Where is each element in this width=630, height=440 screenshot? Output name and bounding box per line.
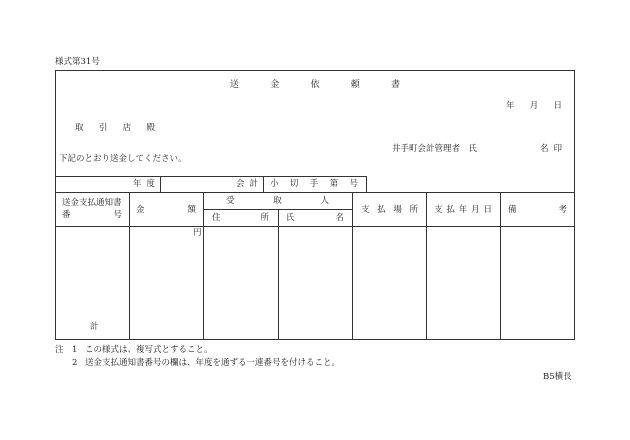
title-char: 書 (390, 80, 400, 90)
yen-unit: 円 (193, 228, 202, 238)
table-header-bottom-line (55, 226, 575, 227)
fiscal-year-label: 年 度 (133, 179, 155, 189)
meta-divider (263, 176, 264, 192)
manager-name-seal (540, 145, 562, 154)
header-remarks: 備 考 (508, 205, 567, 215)
meta-row-right-edge (366, 176, 367, 192)
header-notice-number-line1: 送金支払通知書 (62, 198, 122, 208)
column-divider (352, 192, 353, 340)
column-divider (129, 192, 130, 340)
meta-divider (160, 176, 161, 192)
recipient-label: 取 引 店 殿 (75, 123, 155, 133)
table-top-line (55, 192, 575, 193)
seal-label: 印 (553, 144, 562, 154)
total-label: 計 (90, 322, 99, 332)
year-label: 年 (506, 101, 515, 111)
form-title (230, 81, 400, 90)
header-name: 氏 名 (286, 213, 344, 223)
note-item-number: 2 (72, 358, 78, 368)
column-divider (278, 209, 279, 340)
header-payment-place: 支 払 場 所 (361, 205, 418, 215)
header-payee: 受 取 人 (226, 196, 329, 206)
notes-label: 注 (55, 345, 64, 355)
check-number-label: 小 切 手 第 号 (270, 179, 358, 189)
header-address: 住 所 (212, 213, 269, 223)
note-item-number: 1 (72, 345, 78, 355)
column-divider (500, 192, 501, 340)
header-notice-number-line2: 番 号 (62, 210, 122, 220)
meta-row-top-line (55, 176, 367, 177)
request-text: 下記のとおり送金してください。 (59, 154, 187, 164)
header-amount: 金 額 (136, 205, 196, 215)
form-number: 様式第31号 (55, 57, 100, 67)
date-field (506, 102, 562, 111)
day-label: 日 (553, 101, 562, 111)
name-label: 名 (540, 144, 549, 154)
column-divider (203, 192, 204, 340)
manager-title: 井手町会計管理者 氏 (392, 144, 478, 154)
column-divider (426, 192, 427, 340)
account-label: 会 計 (236, 179, 258, 189)
month-label: 月 (529, 101, 539, 111)
title-char: 金 (270, 80, 280, 90)
note-item-text: 送金支払通知書番号の欄は、年度を通ずる一連番号を付けること。 (85, 358, 341, 368)
paper-size: B5横長 (543, 372, 572, 382)
title-char: 依 (310, 80, 320, 90)
note-item-text: この様式は、複写式とすること。 (85, 345, 213, 355)
title-char: 送 (230, 80, 240, 90)
header-payment-date: 支 払 年 月 日 (434, 205, 492, 215)
title-char: 頼 (350, 80, 360, 90)
